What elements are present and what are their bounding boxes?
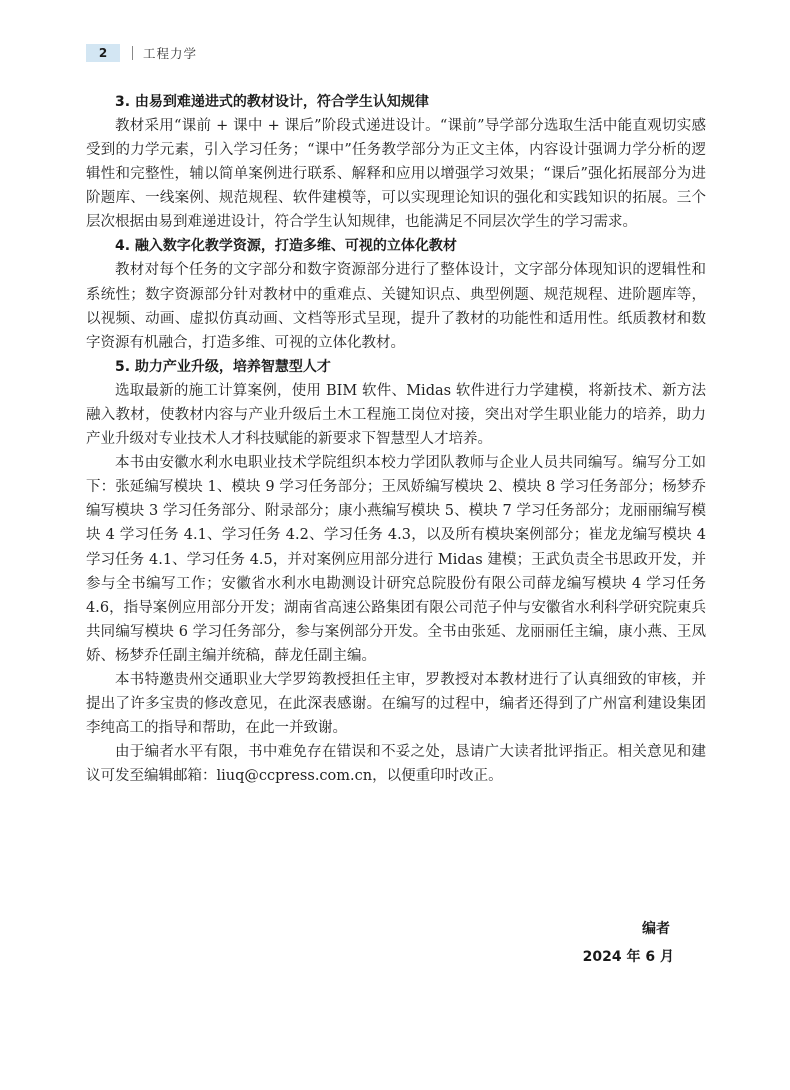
section-heading: 5. 助力产业升级，培养智慧型人才 [115,358,331,375]
signature-editor: 编者 [642,921,670,937]
acknowledgement-paragraph: 本书特邀贵州交通职业大学罗筠教授担任主审，罗教授对本教材进行了认真细致的审核，并提出了许多宝贵的修改意见，在此深表感谢。在编写的过程中，编者还得到了广州富利建设集团李纯高工的指导和帮助，在此一并致谢。 [86,671,706,737]
header-divider [132,46,133,60]
running-title: 工程力学 [143,46,198,61]
section-heading: 3. 由易到难递进式的教材设计，符合学生认知规律 [115,94,429,110]
authorship-paragraph: 本书由安徽水利水电职业技术学院组织本校力学团队教师与企业人员共同编写。编写分工如下：张延编写模块 1、模块 9 学习任务部分；王凤娇编写模块 2、模块 8 学习任务部分；杨梦乔编写模块 3 学习任务部分、附录部分；康小燕编写模块 5、模块 7 学习任务部分；龙丽丽编写模块 4 学习任务 4.1、学习任务 4.2、学习任务 4.3，以及所有模块案例部分；崔龙龙编写模块 4 学习任务 4.1、学习任务 4.5，并对案例应用部分进行 Midas 建模；王武负责全书思政开发，并参与全书编写工作；安徽省水利水电勘测设计研究总院股份有限公司薛龙编写模块 4 学习任务 4.6，指导案例应用部分开发；湖南省高速公路集团有限公司范子仲与安徽省水利科学研究院東兵共同编写模块 6 学习任务部分，参与案例部分开发。全书由张延、龙丽丽任主编，康小燕、王凤娇、杨梦乔任副主编并统稿，薛龙任副主编。 [86,455,706,664]
body-paragraph: 教材采用“课前 + 课中 + 课后”阶段式递进设计。“课前”导学部分选取生活中能直观切实感受到的力学元素，引入学习任务；“课中”任务教学部分为正文主体，内容设计强调力学分析的逻辑性和完整性，辅以简单案例进行联系、解释和应用以增强学习效果；“课后”强化拓展部分为进阶题库、一线案例、规范规程、软件建模等，可以实现理论知识的强化和实践知识的拓展。三个层次根据由易到难递进设计，符合学生认知规律，也能满足不同层次学生的学习需求。 [86,118,706,231]
running-header [86,44,197,62]
body-paragraph: 选取最新的施工计算案例，使用 BIM 软件、Midas 软件进行力学建模，将新技术、新方法融入教材，使教材内容与产业升级后土木工程施工岗位对接，突出对学生职业能力的培养，助力产业升级对专业技术人才科技赋能的新要求下智慧型人才培养。 [86,382,706,448]
body-paragraph: 教材对每个任务的文字部分和数字资源部分进行了整体设计，文字部分体现知识的逻辑性和系统性；数字资源部分针对教材中的重难点、关键知识点、典型例题、规范规程、进阶题库等，以视频、动画、虚拟仿真动画、文档等形式呈现，提升了教材的功能性和适用性。纸质教材和数字资源有机融合，打造多维、可视的立体化教材。 [86,262,706,351]
page-body [86,90,706,788]
section-heading: 4. 融入数字化教学资源，打造多维、可视的立体化教材 [115,238,457,255]
errata-paragraph: 由于编者水平有限，书中难免存在错误和不妥之处，恳请广大读者批评指正。相关意见和建议可发至编辑邮箱：liuq@ccpress.com.cn，以便重印时改正。 [86,744,706,785]
page-number: 2 [86,44,120,62]
signature-date: 2024 年 6 月 [582,949,674,965]
